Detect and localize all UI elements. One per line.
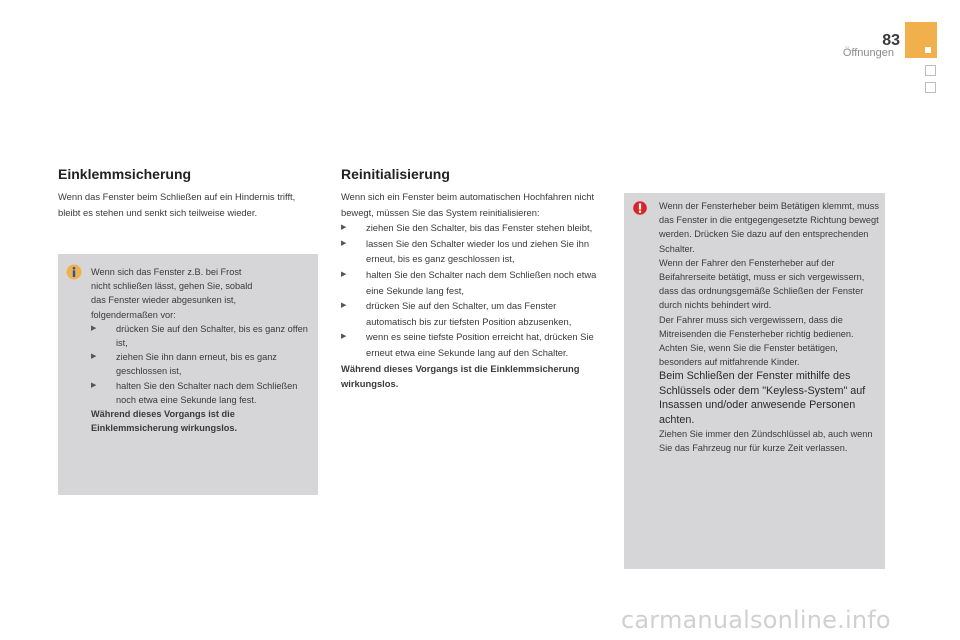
list-item: ▶ ziehen Sie den Schalter, bis das Fenster stehen bleibt, <box>341 220 606 236</box>
info-icon <box>66 264 82 280</box>
section-body <box>341 189 606 392</box>
watermark: carmanualsonline.info <box>621 606 891 634</box>
list-item: ▶ lassen Sie den Schalter wieder los und ziehen Sie ihn erneut, bis es ganz geschlossen ist, <box>341 237 590 265</box>
info-line: folgendermaßen vor: <box>91 309 176 320</box>
bullet-icon: ▶ <box>341 333 347 341</box>
section-note: Während dieses Vorgangs ist die Einklemmsicherung wirkungslos. <box>341 362 580 390</box>
bullet-icon: ▶ <box>341 224 347 232</box>
warning-emphasis: Beim Schließen der Fenster mithilfe des Schlüssels oder dem "Keyless-System" auf Insassen und/oder anwesende Personen achten. <box>659 370 866 426</box>
tab-square-icon <box>925 82 936 93</box>
warning-panel <box>624 193 885 569</box>
list-item: ▶ halten Sie den Schalter nach dem Schließen noch etwa eine Sekunde lang fest. <box>91 380 298 405</box>
bullet-icon: ▶ <box>91 324 97 332</box>
section-intro: Wenn das Fenster beim Schließen auf ein Hindernis trifft, bleibt es stehen und senkt sich teilweise wieder. <box>58 191 296 218</box>
chapter-tab <box>905 22 937 58</box>
bullet-icon: ▶ <box>341 302 347 310</box>
info-line: das Fenster wieder abgesunken ist, <box>91 295 237 306</box>
bullet-icon: ▶ <box>91 353 97 361</box>
info-line: nicht schließen lässt, gehen Sie, sobald <box>91 281 253 292</box>
warning-paragraph: Der Fahrer muss sich vergewissern, dass die Mitreisenden die Fensterheber richtig bedienen. <box>659 314 854 339</box>
bullet-icon: ▶ <box>341 239 347 247</box>
bullet-icon: ▶ <box>91 381 97 389</box>
section-title-einklemmsicherung: Einklemmsicherung <box>58 166 192 182</box>
warning-paragraph: Ziehen Sie immer den Zündschlüssel ab, auch wenn Sie das Fahrzeug nur für kurze Zeit verlassen. <box>659 429 873 454</box>
warning-paragraph: Wenn der Fensterheber beim Betätigen klemmt, muss das Fenster in die entgegengesetzte Richtung bewegt werden. Drücken Sie dazu auf den entsprechenden Schalter. <box>659 201 879 254</box>
info-bullet-list <box>91 322 313 407</box>
page-number: 83 <box>882 32 900 49</box>
tab-square-icon <box>925 65 936 76</box>
list-item: ▶ drücken Sie auf den Schalter, bis es ganz offen ist, <box>91 323 308 349</box>
list-item: ▶ wenn es seine tiefste Position erreicht hat, drücken Sie erneut etwa eine Sekunde lang auf den Schalter. <box>341 331 594 358</box>
info-panel <box>58 254 318 495</box>
info-note: Während dieses Vorgangs ist die Einklemmsicherung wirkungslos. <box>91 409 238 434</box>
warning-paragraph: Wenn der Fahrer den Fensterheber auf der Beifahrerseite betätigt, muss er sich vergewissern, dass das ordnungsgemäße Schließen der Fenster durch nichts behindert wird. <box>659 257 865 311</box>
bullet-icon: ▶ <box>341 270 347 278</box>
section-title-reinitialisierung: Reinitialisierung <box>341 166 450 182</box>
chapter-tab-marker <box>925 47 931 53</box>
info-line: Wenn sich das Fenster z.B. bei Frost <box>91 267 242 277</box>
chapter-title: Öffnungen <box>842 47 894 59</box>
warning-icon <box>633 201 647 215</box>
step-list <box>341 220 606 360</box>
list-item: ▶ halten Sie den Schalter nach dem Schließen noch etwa eine Sekunde lang fest, <box>341 268 597 296</box>
section-intro: Wenn sich ein Fenster beim automatischen Hochfahren nicht bewegt, müssen Sie das System reinitialisieren: <box>341 191 595 218</box>
list-item: ▶ drücken Sie auf den Schalter, um das Fenster automatisch bis zur tiefsten Position abzusenken, <box>341 300 572 327</box>
list-item: ▶ ziehen Sie ihn dann erneut, bis es ganz geschlossen ist, <box>91 352 277 377</box>
warning-paragraph: Achten Sie, wenn Sie die Fenster betätigen, besonders auf mitfahrende Kinder. <box>659 343 838 368</box>
